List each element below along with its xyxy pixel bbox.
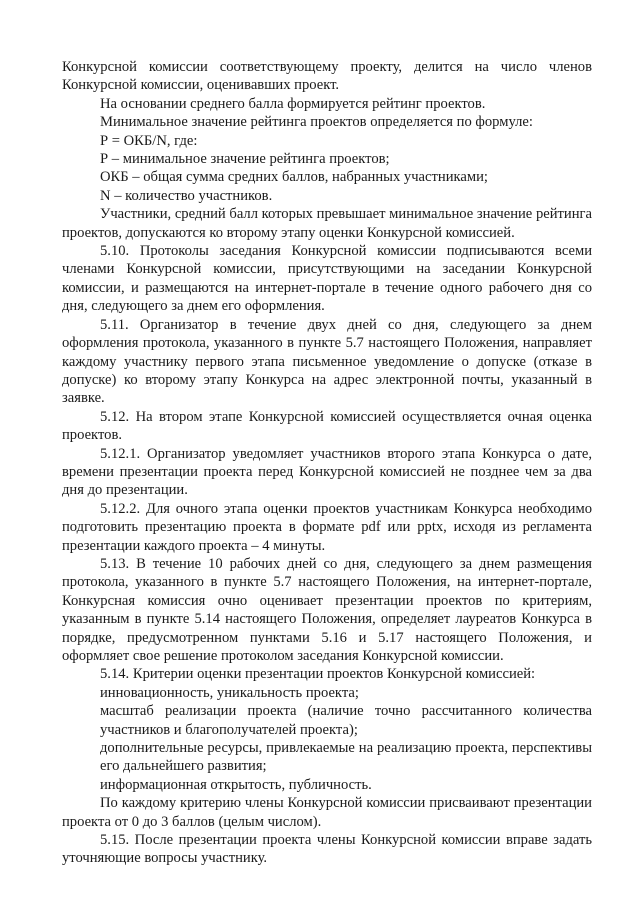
paragraph-rating-basis: На основании среднего балла формируется рейтинг проектов. [100, 95, 486, 112]
paragraph-formula-n: N – количество участников. [100, 187, 273, 204]
paragraph-formula: Р = ОКБ/N, где: [100, 132, 198, 149]
criterion-scale: масштаб реализации проекта (наличие точно рассчитанного количества участников и благополучателей проекта); [100, 703, 592, 738]
criterion-resources: дополнительные ресурсы, привлекаемые на реализацию проекта, перспективы его дальнейшего развития; [100, 740, 592, 775]
paragraph-5-14: 5.14. Критерии оценки презентации проектов Конкурсной комиссией: [100, 666, 536, 683]
paragraph-formula-intro: Минимальное значение рейтинга проектов определяется по формуле: [100, 114, 533, 131]
paragraph-5-12-2: 5.12.2. Для очного этапа оценки проектов участникам Конкурса необходимо подготовить презентацию проекта в формате pdf или pptx, исходя из регламента презентации каждого проекта – 4 минуты. [62, 500, 592, 554]
paragraph-admission: Участники, средний балл которых превышает минимальное значение рейтинга проектов, допускаются ко второму этапу оценки Конкурсной комиссией. [62, 206, 592, 241]
paragraph-scoring: По каждому критерию члены Конкурсной комиссии присваивают презентации проекта от 0 до 3 баллов (целым числом). [62, 795, 592, 830]
paragraph-5-12-1: 5.12.1. Организатор уведомляет участников второго этапа Конкурса о дате, времени презентации проекта перед Конкурсной комиссией не позднее чем за два дня до презентации. [62, 445, 592, 499]
paragraph-5-10: 5.10. Протоколы заседания Конкурсной комиссии подписываются всеми членами Конкурсной комиссии, присутствующими на заседании Конкурсной комиссии, и размещаются на интернет-портале в течение одного рабочего дня со дня, следующего за днем его оформления. [62, 243, 592, 315]
document-body [62, 58, 592, 868]
criterion-openness: информационная открытость, публичность. [100, 776, 372, 793]
paragraph-formula-okb: ОКБ – общая сумма средних баллов, набранных участниками; [100, 169, 488, 186]
paragraph-5-15: 5.15. После презентации проекта члены Конкурсной комиссии вправе задать уточняющие вопросы участнику. [62, 832, 592, 867]
paragraph-5-11: 5.11. Организатор в течение двух дней со дня, следующего за днем оформления протокола, указанного в пункте 5.7 настоящего Положения, направляет каждому участнику первого этапа письменное уведомление о допуске (отказе в допуске) ко второму этапу Конкурса на адрес электронной почты, указанный в заявке. [62, 316, 592, 407]
criterion-innovation: инновационность, уникальность проекта; [100, 684, 359, 701]
paragraph-5-12: 5.12. На втором этапе Конкурсной комиссией осуществляется очная оценка проектов. [62, 408, 592, 444]
paragraph-formula-p: Р – минимальное значение рейтинга проектов; [100, 151, 390, 168]
paragraph-5-13: 5.13. В течение 10 рабочих дней со дня, следующего за днем размещения протокола, указанного в пункте 5.7 настоящего Положения, на интернет-портале, Конкурсная комиссия очно оценивает презентации проектов по критериям, указанным в пункте 5.14 настоящего Положения, определяет лауреатов Конкурса в порядке, предусмотренном пунктами 5.16 и 5.17 настоящего Положения, и оформляет свое решение протоколом заседания Конкурсной комиссии. [62, 555, 592, 664]
paragraph-continuation: Конкурсной комиссии соответствующему проекту, делится на число членов Конкурсной комиссии, оценивавших проект. [62, 59, 592, 94]
